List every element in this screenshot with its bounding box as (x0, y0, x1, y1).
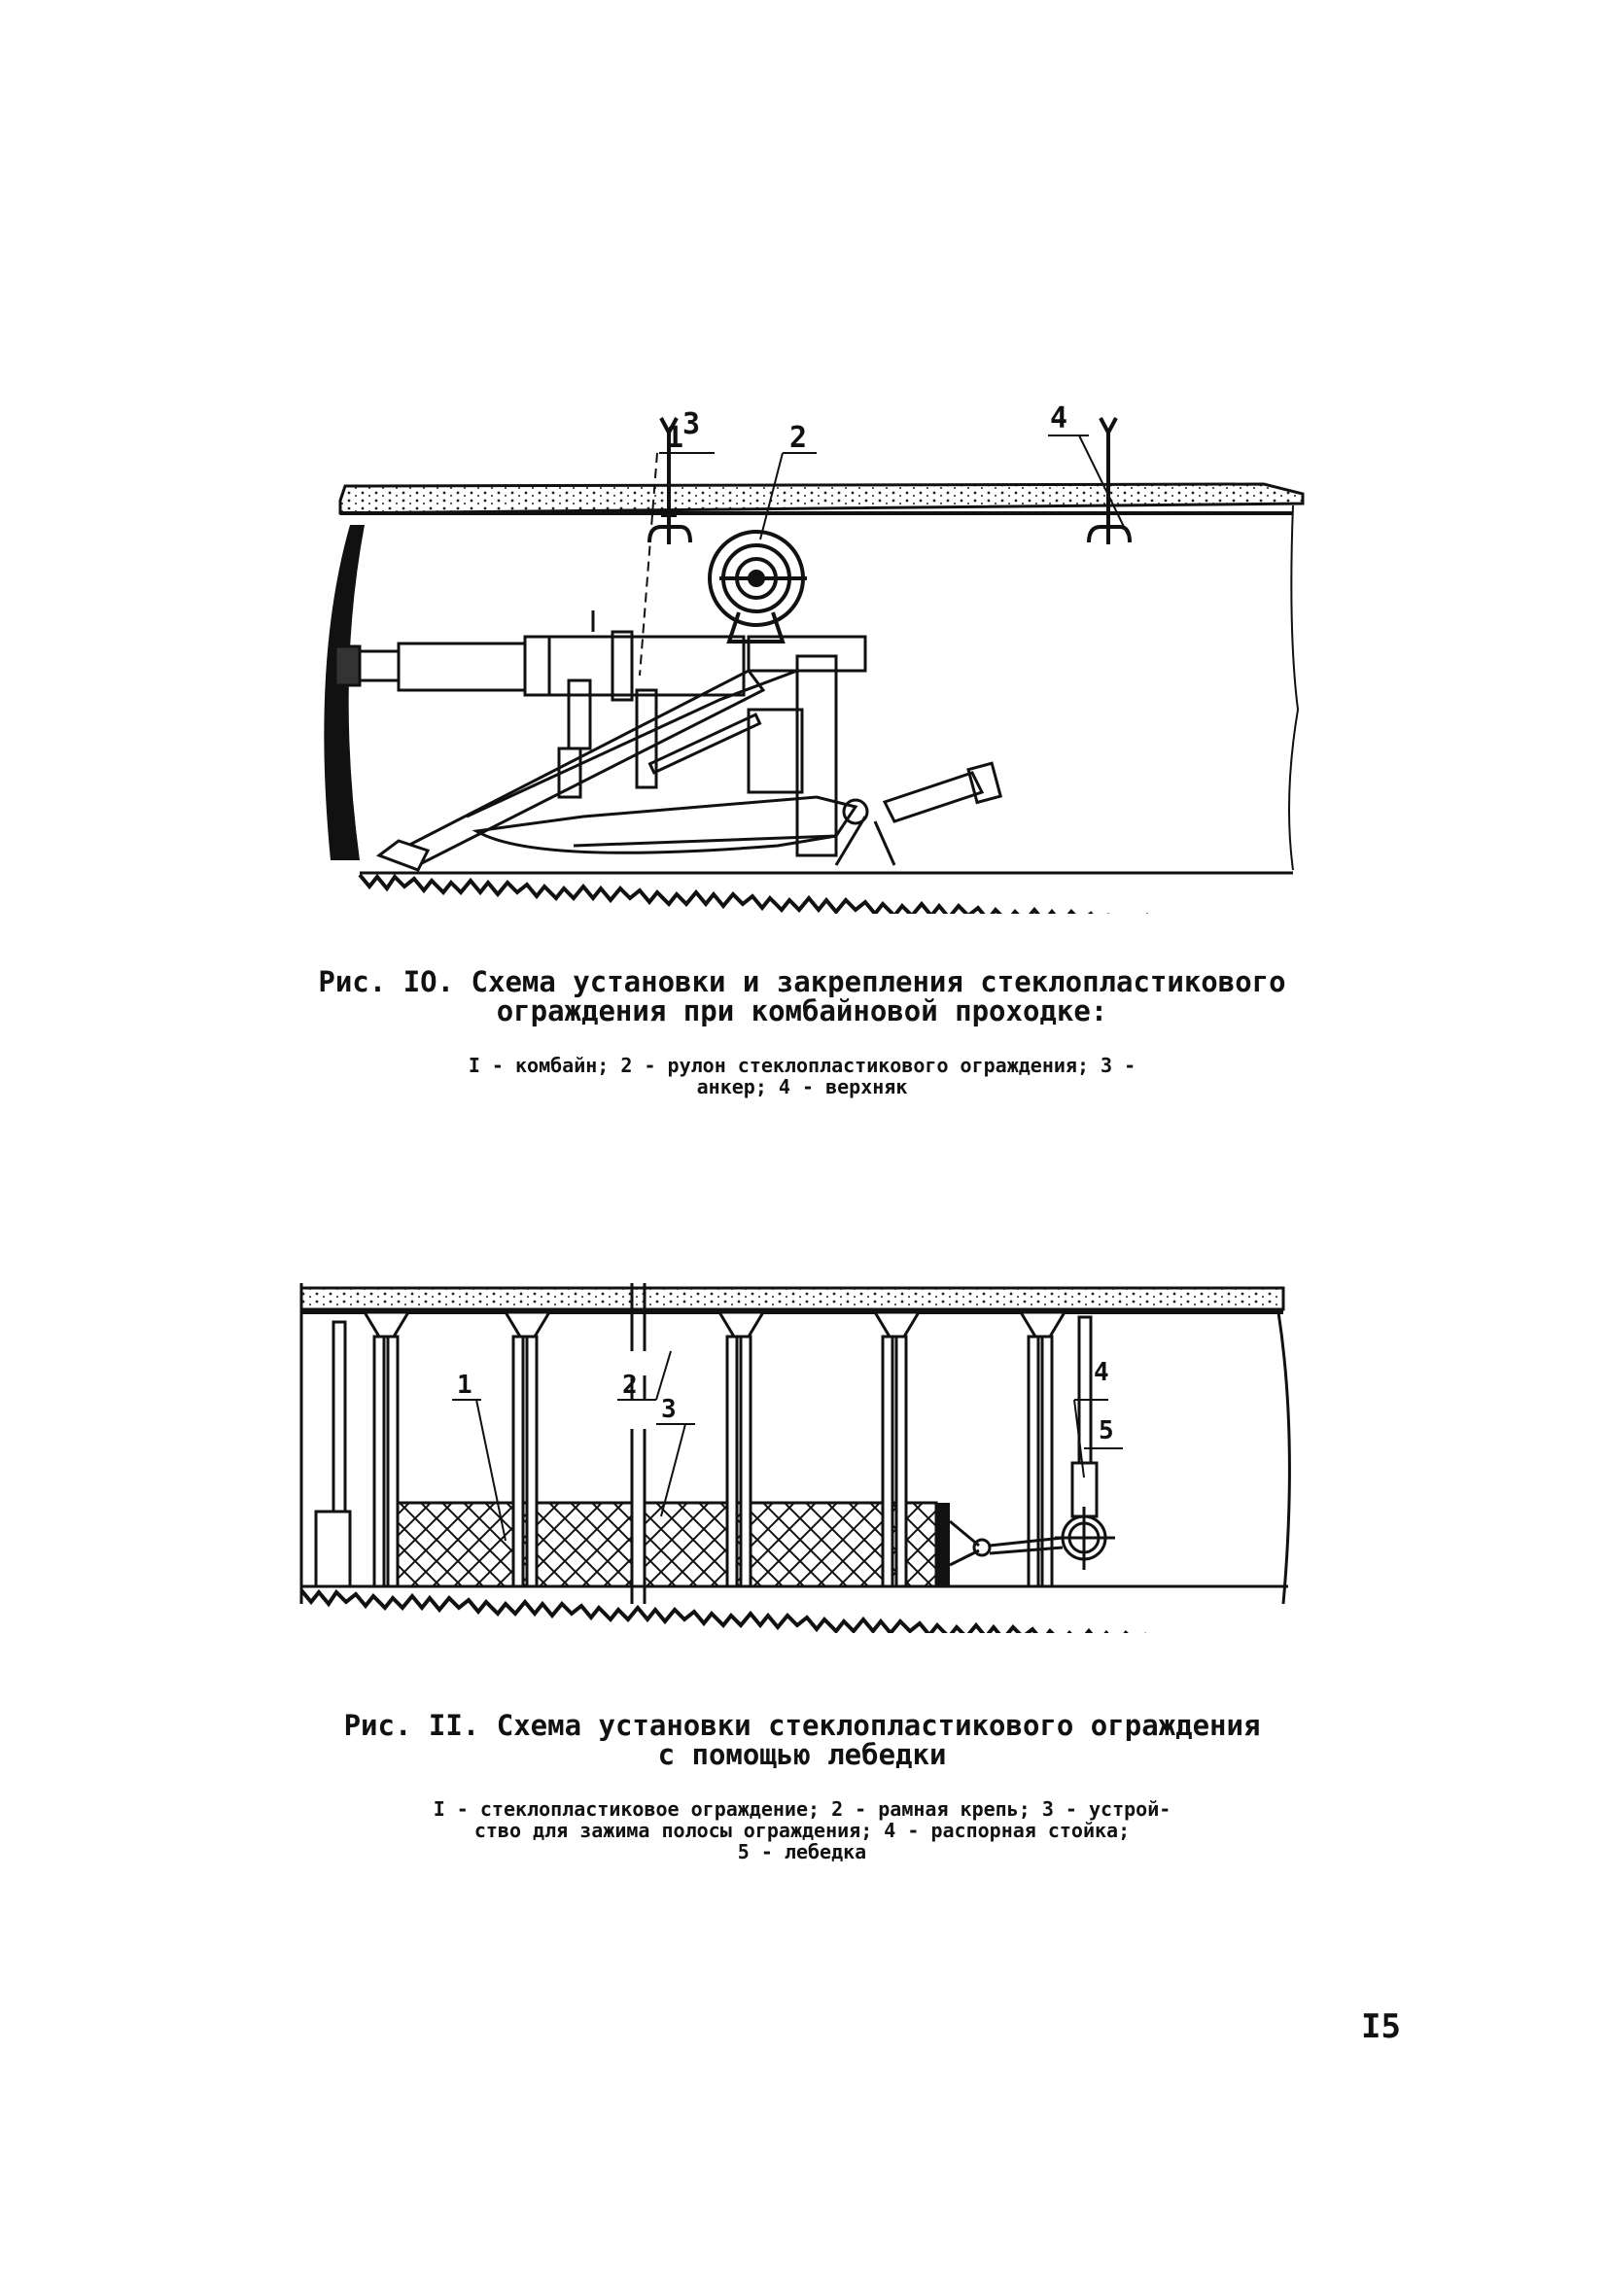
figure-11-legend-line-1: I - стеклопластиковое ограждение; 2 - рамная крепь; 3 - устрой- (433, 1797, 1171, 1821)
figure-10-legend (243, 1055, 1361, 1097)
combine-machine (335, 610, 1000, 870)
callout-label-1: 1 (666, 421, 684, 455)
roof-rock-layer (340, 484, 1303, 513)
figure-10-combine-diagram (292, 389, 1312, 914)
callout-label-4: 4 (1050, 401, 1068, 435)
excavation-face (324, 525, 365, 860)
figure-11-title-line-1: Рис. II. Схема установки стеклопластикового ограждения (343, 1709, 1261, 1742)
floor-soil (301, 1586, 1288, 1633)
callout-label-3: 3 (661, 1395, 677, 1424)
callout-label-5: 5 (1099, 1416, 1114, 1445)
figure-11-legend-line-3: 5 - лебедка (737, 1840, 867, 1863)
page-number: I5 (1361, 2007, 1401, 2046)
callout-label-2: 2 (622, 1371, 638, 1400)
fiberglass-mesh (394, 1503, 950, 1586)
roof-rock-layer (301, 1288, 1283, 1312)
callout-lines (640, 435, 1128, 676)
figure-10-title-line-1: Рис. IO. Схема установки и закрепления стеклопластикового (318, 965, 1286, 998)
figure-10-legend-line-1: I - комбайн; 2 - рулон стеклопластикового ограждения; 3 - (468, 1054, 1136, 1077)
figure-11-legend-line-2: ство для зажима полосы ограждения; 4 - распорная стойка; (473, 1819, 1131, 1842)
callout-label-1: 1 (457, 1371, 472, 1400)
floor-soil (360, 873, 1293, 914)
figure-10-legend-line-2: анкер; 4 - верхняк (696, 1075, 908, 1098)
figure-10-title (243, 967, 1361, 1026)
right-wall (1289, 505, 1298, 870)
figure-11-title (243, 1711, 1361, 1769)
figure-11-winch-diagram (287, 1283, 1308, 1633)
callout-label-3: 3 (682, 407, 701, 441)
figure-11-title-line-2: с помощью лебедки (657, 1738, 947, 1771)
figure-11-legend (243, 1798, 1361, 1862)
callout-label-2: 2 (789, 421, 808, 455)
figure-10-title-line-2: ограждения при комбайновой проходке: (496, 994, 1108, 1027)
callout-label-4: 4 (1094, 1358, 1109, 1387)
fiberglass-roll (710, 532, 807, 642)
